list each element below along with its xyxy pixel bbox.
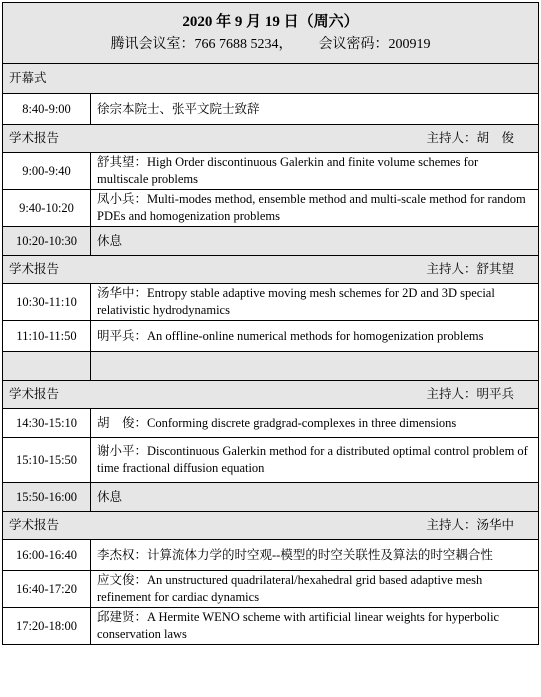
opening-row [3, 94, 539, 125]
talk-text: 谢小平：Discontinuous Galerkin method for a distributed optimal control problem of time fractional diffusion equation [91, 438, 539, 483]
session-4-header-row [3, 512, 539, 540]
schedule-header-row [3, 3, 539, 64]
session-3-header-row [3, 381, 539, 409]
talk-time: 14:30-15:10 [3, 409, 91, 438]
session-3-header [3, 381, 539, 409]
session-3-label: 学术报告 [9, 387, 60, 401]
opening-label: 开幕式 [3, 64, 539, 94]
talk-row [3, 438, 539, 483]
session-2-header [3, 256, 539, 284]
talk-row [3, 284, 539, 321]
talk-text: 李杰权：计算流体力学的时空观--模型的时空关联性及算法的时空耦合性 [91, 540, 539, 571]
session-4-label: 学术报告 [9, 518, 60, 532]
lunch-gap-row [3, 352, 539, 381]
talk-row [3, 153, 539, 190]
meeting-info [9, 34, 532, 56]
talk-row [3, 571, 539, 608]
session-1-header-row [3, 125, 539, 153]
break-label: 休息 [91, 227, 539, 256]
break-row [3, 227, 539, 256]
talk-time: 9:40-10:20 [3, 190, 91, 227]
schedule-header-cell [3, 3, 539, 64]
talk-text: 舒其望：High Order discontinuous Galerkin and finite volume schemes for multiscale problems [91, 153, 539, 190]
talk-time: 17:20-18:00 [3, 608, 91, 645]
session-2-header-row [3, 256, 539, 284]
session-4-host: 主持人：汤华中 [426, 518, 514, 532]
session-4-header [3, 512, 539, 540]
break-time: 15:50-16:00 [3, 483, 91, 512]
talk-time: 15:10-15:50 [3, 438, 91, 483]
talk-text: 邱建贤：A Hermite WENO scheme with artificial linear weights for hyperbolic conservation laws [91, 608, 539, 645]
empty-time-cell [3, 352, 91, 381]
talk-time: 9:00-9:40 [3, 153, 91, 190]
break-time: 10:20-10:30 [3, 227, 91, 256]
empty-content-cell [91, 352, 539, 381]
schedule-table [2, 2, 539, 645]
talk-text: 胡 俊：Conforming discrete gradgrad-complexes in three dimensions [91, 409, 539, 438]
break-label: 休息 [91, 483, 539, 512]
opening-time: 8:40-9:00 [3, 94, 91, 125]
talk-row [3, 321, 539, 352]
opening-content: 徐宗本院士、张平文院士致辞 [91, 94, 539, 125]
schedule-date: 2020 年 9 月 19 日（周六） [182, 14, 359, 30]
break-row [3, 483, 539, 512]
session-1-host: 主持人：胡 俊 [426, 131, 514, 145]
session-2-host: 主持人：舒其望 [426, 262, 514, 276]
session-1-header [3, 125, 539, 153]
talk-text: 汤华中：Entropy stable adaptive moving mesh schemes for 2D and 3D special relativistic hydrodynamics [91, 284, 539, 321]
talk-time: 10:30-11:10 [3, 284, 91, 321]
talk-text: 应文俊：An unstructured quadrilateral/hexahedral grid based adaptive mesh refinement for cardiac dynamics [91, 571, 539, 608]
session-2-label: 学术报告 [9, 262, 60, 276]
session-3-host: 主持人：明平兵 [426, 387, 514, 401]
meeting-room-id: 腾讯会议室：766 7688 5234， [110, 37, 293, 52]
talk-time: 11:10-11:50 [3, 321, 91, 352]
talk-row [3, 608, 539, 645]
talk-row [3, 190, 539, 227]
meeting-password: 会议密码：200919 [318, 37, 431, 52]
talk-text: 凤小兵：Multi-modes method, ensemble method and multi-scale method for random PDEs and homogenization problems [91, 190, 539, 227]
talk-row [3, 540, 539, 571]
talk-time: 16:40-17:20 [3, 571, 91, 608]
talk-text: 明平兵：An offline-online numerical methods for homogenization problems [91, 321, 539, 352]
session-1-label: 学术报告 [9, 131, 60, 145]
opening-section-row [3, 64, 539, 94]
talk-row [3, 409, 539, 438]
talk-time: 16:00-16:40 [3, 540, 91, 571]
